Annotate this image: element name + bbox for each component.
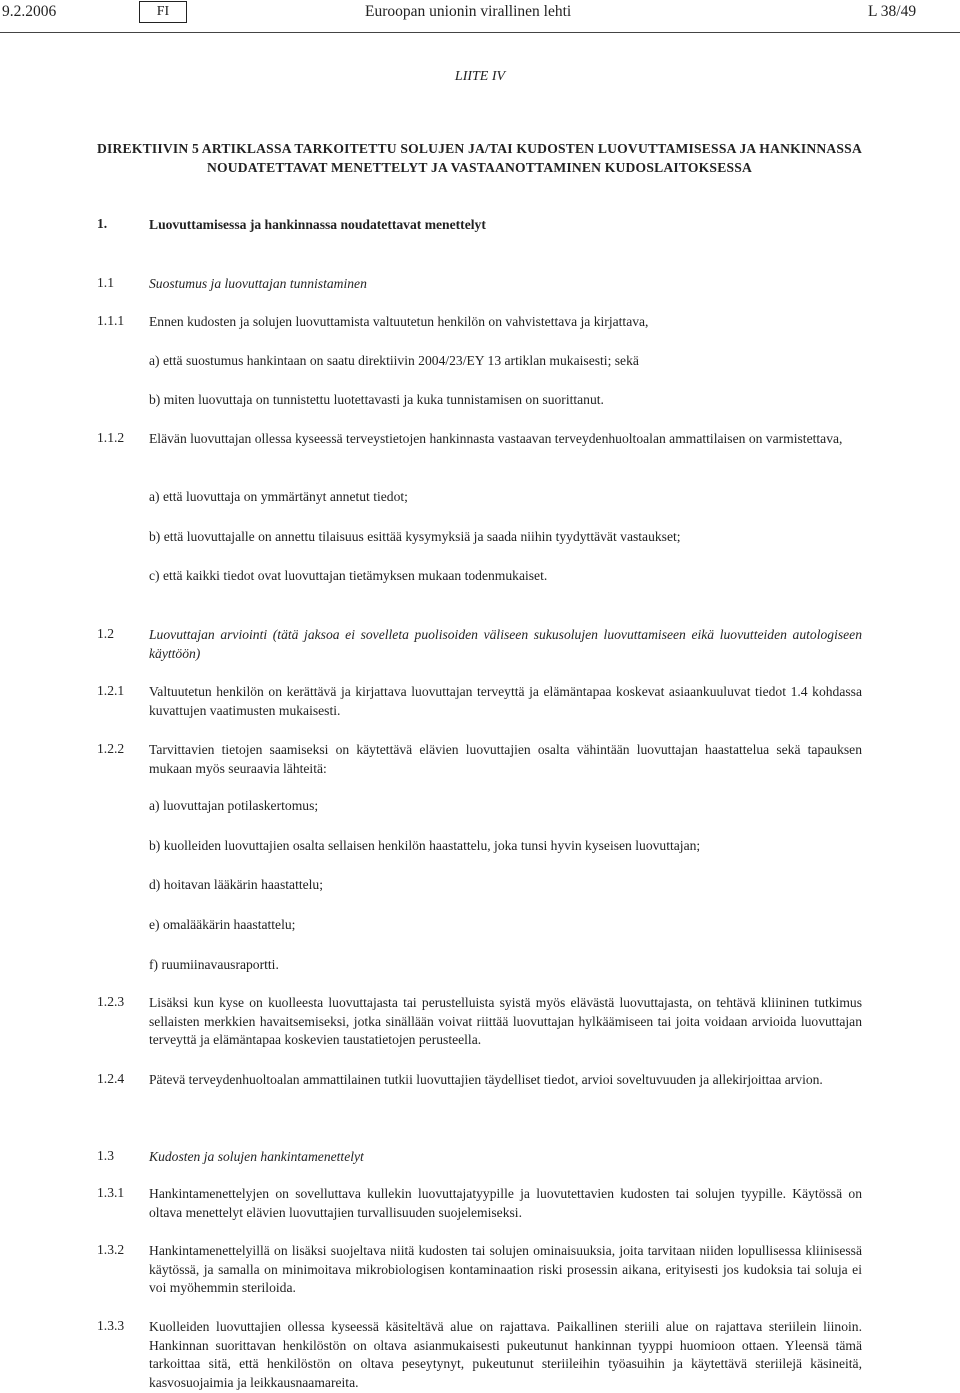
language-badge: FI — [139, 1, 187, 23]
annex-label: LIITE IV — [454, 69, 506, 84]
paragraph-number: 1.2.2 — [97, 741, 125, 756]
list-item: b) kuolleiden luovuttajien osalta sellaisen henkilön haastattelu, joka tunsi hyvin kyseisen luovuttajan; — [149, 838, 701, 853]
paragraph-text: Hankintamenettelyjen on sovelluttava kullekin luovuttajatyypille ja luovutettavien kudosten tai solujen tyypille. Käytössä on oltava menettelyt elävien luovuttajien turvallisuuden suojelemiseksi. — [149, 1186, 862, 1220]
page-number: L 38/49 — [868, 3, 917, 20]
list-item: a) luovuttajan potilaskertomus; — [149, 798, 319, 813]
document-title: DIREKTIIVIN 5 ARTIKLASSA TARKOITETTU SOLUJEN JA/TAI KUDOSTEN LUOVUTTAMISESSA JA HANKINNASSA NOUDATETTAVAT MENETTELYT JA VASTAANOTTAMINEN KUDOSLAITOKSESSA — [97, 141, 862, 175]
paragraph-number: 1.3.3 — [97, 1318, 125, 1333]
paragraph-number: 1.2.3 — [97, 994, 125, 1009]
paragraph-text: Valtuutetun henkilön on kerättävä ja kirjattava luovuttajan terveyttä ja elämäntapaa koskevat asiaankuuluvat tiedot 1.4 kohdassa kuvattujen vaatimusten mukaisesti. — [149, 684, 862, 718]
list-item: c) että kaikki tiedot ovat luovuttajan tietämyksen mukaan todenmukaiset. — [149, 568, 548, 583]
paragraph-number: 1.2.1 — [97, 683, 125, 698]
list-item: d) hoitavan lääkärin haastattelu; — [149, 877, 324, 892]
list-item: a) että suostumus hankintaan on saatu direktiivin 2004/23/EY 13 artiklan mukaisesti; sekä — [149, 353, 639, 368]
paragraph-text: Hankintamenettelyillä on lisäksi suojeltava niitä kudosten tai solujen ominaisuuksia, joita tarvitaan niiden lopullisessa kliinisessä käytössä, ja samalla on minimoitava mikrobiologisen kontaminaation riski prosessin aikana, erityisesti jos kudoksia tai soluja ei voi myöhemmin steriloida. — [149, 1243, 862, 1295]
paragraph-text: Ennen kudosten ja solujen luovuttamista valtuutetun henkilön on vahvistettava ja kirjattava, — [149, 314, 649, 329]
subsection-number: 1.3 — [97, 1148, 114, 1163]
paragraph-text: Kuolleiden luovuttajien ollessa kyseessä käsiteltävä alue on rajattava. Paikallinen steriili alue on rajattava steriilein liinoin. Hankinnan suorittavan henkilöstön on oltava asianmukaisesti pukeutunut hankinnan tyyppi huomioon ottaen. Yleensä tämä tarkoittaa sitä, että henkilöstön on oltava peseytynyt, pukeutunut steriileihin työasuihin ja käytettävä steriilejä käsineitä, kasvosuojaimia ja leikkausnaamareita. — [149, 1319, 862, 1390]
header-rule — [0, 32, 960, 33]
section-heading: Luovuttamisessa ja hankinnassa noudatettavat menettelyt — [149, 217, 486, 232]
paragraph-number: 1.3.1 — [97, 1185, 125, 1200]
publication-date: 9.2.2006 — [2, 3, 57, 20]
subsection-number: 1.2 — [97, 626, 114, 641]
subsection-heading: Kudosten ja solujen hankintamenettelyt — [149, 1149, 364, 1164]
subsection-number: 1.1 — [97, 275, 114, 290]
list-item: b) että luovuttajalle on annettu tilaisuus esittää kysymyksiä ja saada niihin tyydyttävät vastaukset; — [149, 529, 681, 544]
paragraph-text: Lisäksi kun kyse on kuolleesta luovuttajasta tai perustelluista syistä myös elävästä luovuttajasta, on tehtävä kliininen tutkimus sellaisten merkkien havaitsemiseksi, jotka sinällään voivat riittää luovuttajan hylkäämiseen tai joita voidaan arvioida luovuttajan terveyttä ja elämäntapaa koskevien taustatietojen perusteella. — [149, 995, 862, 1047]
section-number: 1. — [97, 216, 108, 231]
paragraph-number: 1.3.2 — [97, 1242, 125, 1257]
list-item: f) ruumiinavausraportti. — [149, 957, 279, 972]
list-item: e) omalääkärin haastattelu; — [149, 917, 296, 932]
subsection-heading: Suostumus ja luovuttajan tunnistaminen — [149, 276, 367, 291]
paragraph-number: 1.1.1 — [97, 313, 125, 328]
page-header — [0, 3, 960, 27]
journal-title: Euroopan unionin virallinen lehti — [365, 3, 572, 20]
paragraph-text: Tarvittavien tietojen saamiseksi on käytettävä elävien luovuttajien osalta vähintään luovuttajan haastattelua sekä tapauksen mukaan myös seuraavia lähteitä: — [149, 742, 862, 776]
paragraph-number: 1.1.2 — [97, 430, 125, 445]
paragraph-number: 1.2.4 — [97, 1071, 125, 1086]
subsection-heading: Luovuttajan arviointi (tätä jaksoa ei sovelleta puolisoiden väliseen sukusolujen luovuttamiseen eikä luovutteiden autologiseen käyttöön) — [149, 627, 862, 661]
list-item: b) miten luovuttaja on tunnistettu luotettavasti ja kuka tunnistamisen on suorittanut. — [149, 392, 604, 407]
paragraph-text: Elävän luovuttajan ollessa kyseessä terveystietojen hankinnasta vastaavan terveydenhuoltoalan ammattilaisen on varmistettava, — [149, 431, 843, 446]
paragraph-text: Pätevä terveydenhuoltoalan ammattilainen tutkii luovuttajien täydelliset tiedot, arvioi soveltuvuuden ja allekirjoittaa arvion. — [149, 1072, 823, 1087]
list-item: a) että luovuttaja on ymmärtänyt annetut tiedot; — [149, 489, 408, 504]
